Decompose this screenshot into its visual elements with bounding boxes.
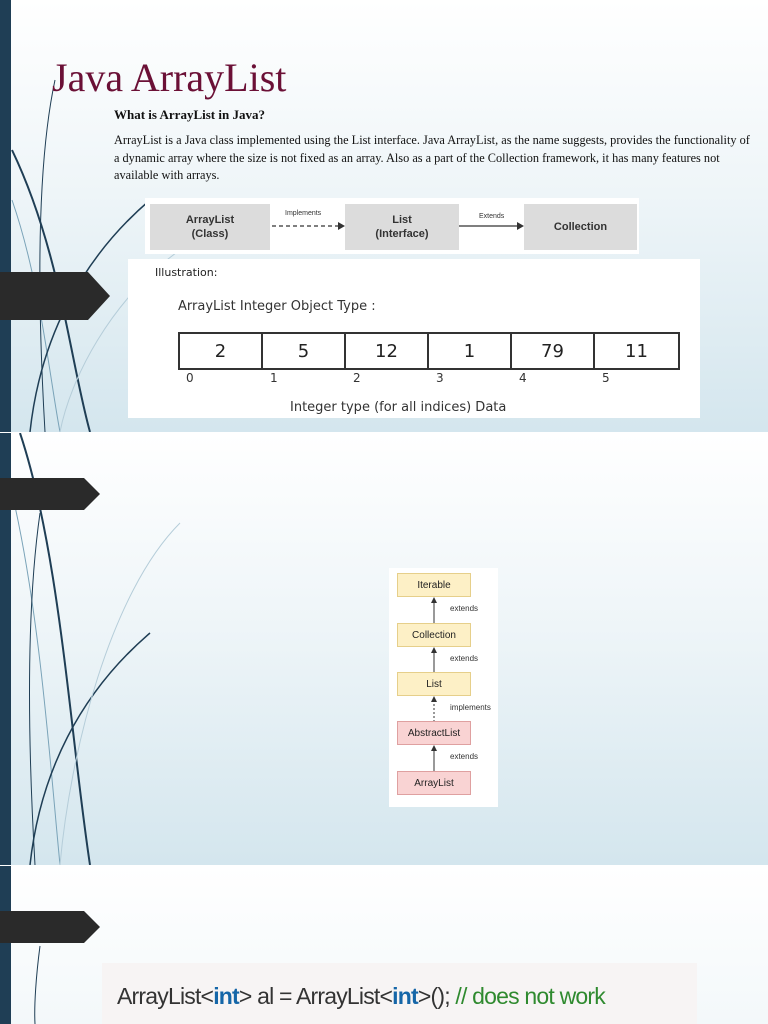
implements-label: Implements (285, 210, 322, 217)
body-paragraph: ArrayList is a Java class implemented using the List interface. Java ArrayList, as the name suggests, provides the functionality of a dynamic array where the size is not fixed as an array. Also as a part of the Collection framework, it has many features not available with arrays. (114, 133, 750, 182)
subheading: What is ArrayList in Java? (114, 107, 265, 122)
up-arrow-icon (429, 745, 439, 771)
arraylist-class-box (150, 204, 270, 250)
code-keyword: int (213, 983, 239, 1009)
code-keyword: int (392, 983, 418, 1009)
solid-arrow-icon (459, 220, 525, 232)
extends-label: Extends (479, 213, 505, 220)
array-cells (178, 332, 680, 370)
array-cell: 12 (346, 334, 429, 368)
array-cell: 11 (625, 340, 648, 362)
node-collection: Collection (397, 623, 471, 647)
dashed-arrow-icon (270, 220, 346, 232)
array-index: 2 (353, 371, 361, 385)
edge-label: implements (450, 703, 491, 712)
code-text: ArrayList< (117, 983, 214, 1009)
box-label: List (392, 214, 412, 226)
node-iterable: Iterable (397, 573, 471, 597)
array-index: 1 (270, 371, 278, 385)
array-cell: 5 (263, 334, 346, 368)
illustration-panel (128, 259, 700, 418)
decorative-curves (0, 866, 100, 1024)
array-cell: 1 (429, 334, 512, 368)
illustration-subtitle: ArrayList Integer Object Type : (178, 299, 376, 314)
box-label: (Interface) (375, 228, 429, 240)
node-abstractlist: AbstractList (397, 721, 471, 745)
illustration-heading: Illustration: (155, 266, 218, 279)
array-cell: 2 (180, 334, 263, 368)
list-interface-box (345, 204, 459, 250)
arrow-tab-icon (0, 911, 100, 943)
arrow-tab-icon (0, 272, 110, 320)
node-list: List (397, 672, 471, 696)
box-label: Collection (553, 221, 608, 233)
code-comment: // does not work (455, 983, 605, 1009)
edge-label: extends (450, 654, 479, 663)
code-snippet (102, 963, 697, 1024)
class-hierarchy-diagram (389, 568, 498, 807)
box-label: (Class) (191, 228, 229, 240)
edge-label: extends (450, 604, 479, 613)
slide-3 (0, 866, 768, 1024)
array-cell: 79 (512, 334, 595, 368)
hierarchy-diagram (145, 198, 639, 254)
illustration-footer: Integer type (for all indices) Data (290, 400, 507, 415)
array-index: 0 (186, 371, 194, 385)
arrow-tab-icon (0, 478, 100, 510)
up-arrow-icon (429, 597, 439, 623)
collection-box (524, 204, 637, 250)
array-index: 3 (436, 371, 444, 385)
array-index: 4 (519, 371, 527, 385)
box-label: ArrayList (185, 214, 235, 226)
edge-label: extends (450, 752, 479, 761)
up-arrow-icon (429, 647, 439, 672)
code-text: > al = ArrayList< (238, 983, 393, 1009)
slide-2 (0, 433, 768, 865)
slide-1 (0, 0, 768, 432)
array-index: 5 (602, 371, 610, 385)
code-text: >(); (417, 983, 456, 1009)
dashed-up-arrow-icon (429, 696, 439, 721)
node-arraylist: ArrayList (397, 771, 471, 795)
page-title: Java ArrayList (52, 55, 287, 100)
